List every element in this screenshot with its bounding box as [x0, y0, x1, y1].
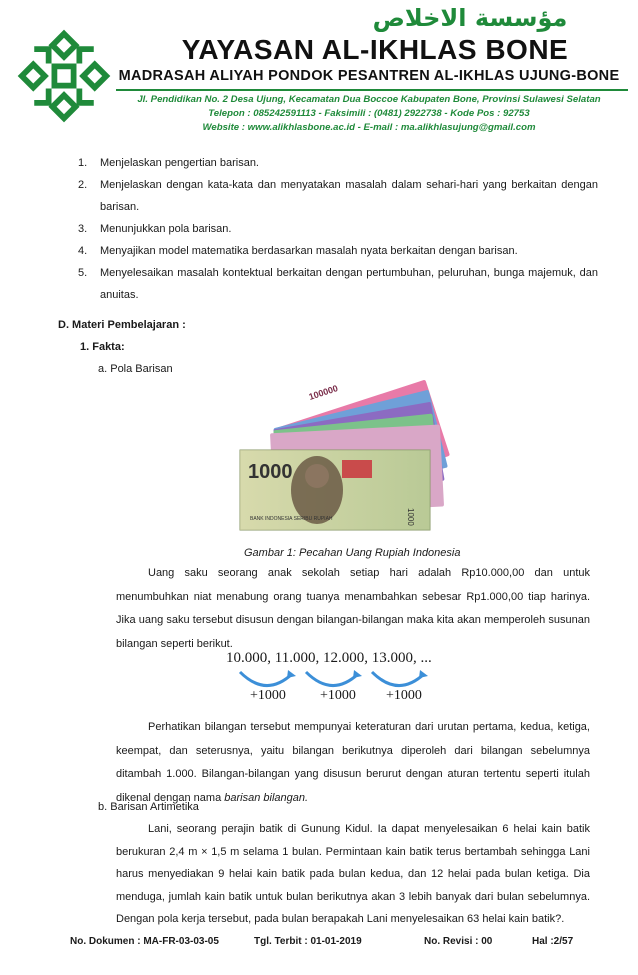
list-text: Menjelaskan dengan kata-kata dan menyatakan masalah dalam sehari-hari yang berkaitan dengan barisan.	[100, 179, 598, 213]
address-line: Jl. Pendidikan No. 2 Desa Ujung, Kecamatan Dua Boccoe Kabupaten Bone, Provinsi Sulawesi Selatan	[137, 94, 601, 105]
foundation-logo	[16, 28, 112, 124]
list-text: Menjelaskan pengertian barisan.	[100, 157, 259, 169]
banknote-side-value: 1000	[406, 508, 415, 526]
list-text: Menunjukkan pola barisan.	[100, 223, 232, 235]
list-number: 4.	[78, 245, 88, 257]
school-name: MADRASAH ALIYAH PONDOK PESANTREN AL-IKHLAS UJUNG-BONE	[118, 68, 620, 84]
footer-revision: No. Revisi : 00	[424, 936, 493, 947]
step-label: +1000	[386, 688, 422, 703]
phone-line: Telepon : 085242591113 - Faksimili : (0481) 2922738 - Kode Pos : 92753	[208, 108, 530, 119]
footer-date: Tgl. Terbit : 01-01-2019	[254, 936, 362, 947]
paragraph-text: Perhatikan bilangan tersebut mempunyai keteraturan dari urutan pertama, kedua, ketiga, keempat, dan seterusnya, yaitu bilangan berikutnya diperoleh dari bilangan sebelumnya ditambah 1.000. Bilangan-bilangan yang disusun berurut dengan aturan tertentu seperti itulah dikenal dengan nama	[116, 721, 590, 804]
step-label: +1000	[250, 688, 286, 703]
sequence-diagram	[226, 650, 476, 710]
section-heading: D. Materi Pembelajaran :	[58, 319, 186, 331]
paragraph: Uang saku seorang anak sekolah setiap hari adalah Rp10.000,00 dan untuk menumbuhkan niat menabung orang tuanya menambahkan sebesar Rp1.000,00 tiap harinya. Jika uang saku tersebut disusun dengan bilangan-bilangan maka kita akan memperoleh susunan bilangan seperti berikut.	[116, 567, 590, 650]
term-italic: barisan bilangan.	[224, 791, 309, 804]
subsection-heading: 1. Fakta:	[80, 341, 125, 353]
banknote-label: BANK INDONESIA SERIBU RUPIAH	[250, 516, 333, 522]
list-text: Menyajikan model matematika berdasarkan masalah nyata berkaitan dengan barisan.	[100, 245, 518, 257]
sequence-terms: 10.000, 11.000, 12.000, 13.000, ...	[226, 650, 432, 666]
banknote-value: 1000	[248, 461, 293, 483]
list-text: Menyelesaikan masalah kontektual berkaitan dengan pertumbuhan, peluruhan, bunga majemuk, dan anuitas.	[100, 267, 598, 301]
arabic-title: مؤسسة الاخلاص	[372, 4, 568, 32]
paragraph: Lani, seorang perajin batik di Gunung Kidul. Ia dapat menyelesaikan 6 helai kain batik berukuran 2,4 m × 1,5 m selama 1 bulan. Permintaan kain batik terus bertambah sehingga Lani harus menyediakan 9 helai kain batik pada bulan kedua, dan 12 helai pada bulan ketiga. Dia menduga, jumlah kain batik untuk bulan berikutnya akan 3 lebih banyak dari bulan sebelumnya. Dengan pola kerja tersebut, pada bulan berapakah Lani menyelesaikan 63 helai kain batik?.	[116, 823, 590, 925]
subsection-item: a. Pola Barisan	[98, 363, 173, 375]
subsection-item: b. Barisan Artimetika	[98, 801, 199, 813]
foundation-name: YAYASAN AL-IKHLAS BONE	[181, 34, 569, 65]
footer-doc-number: No. Dokumen : MA-FR-03-03-05	[70, 936, 219, 947]
list-number: 3.	[78, 223, 88, 235]
list-number: 1.	[78, 157, 88, 169]
header-divider	[116, 89, 628, 91]
step-label: +1000	[320, 688, 356, 703]
banknotes-image	[232, 378, 472, 538]
list-number: 5.	[78, 267, 88, 279]
list-number: 2.	[78, 179, 88, 191]
website-line: Website : www.alikhlasbone.ac.id - E-mail : ma.alikhlasujung@gmail.com	[202, 122, 536, 133]
footer-page: Hal :2/57	[532, 936, 574, 947]
banknote-top-value: 100000	[307, 383, 340, 402]
figure-caption: Gambar 1: Pecahan Uang Rupiah Indonesia	[244, 547, 461, 559]
letterhead	[0, 0, 638, 142]
